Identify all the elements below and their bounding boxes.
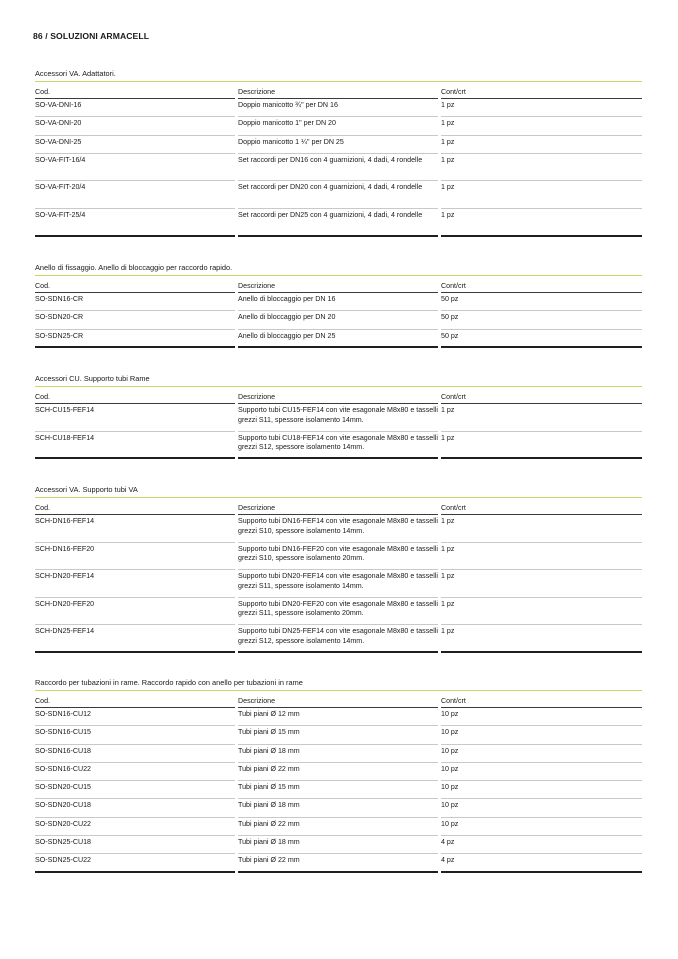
row-description: Set raccordi per DN25 con 4 guarnizioni, 4 dadi, 4 rondelle (238, 209, 438, 237)
row-code: SO-SDN16-CU15 (35, 726, 235, 744)
table-header (35, 502, 642, 515)
row-description: Tubi piani Ø 12 mm (238, 708, 438, 726)
row-quantity: 50 pz (441, 330, 642, 348)
section-divider (35, 497, 642, 498)
header-quantity: Cont/crt (441, 391, 642, 404)
header-quantity: Cont/crt (441, 280, 642, 293)
row-code: SCH-CU15-FEF14 (35, 404, 235, 432)
row-code: SO-SDN25-CU18 (35, 836, 235, 854)
row-quantity: 1 pz (441, 625, 642, 653)
row-code: SO-SDN16-CU12 (35, 708, 235, 726)
row-quantity: 1 pz (441, 515, 642, 543)
row-description: Tubi piani Ø 15 mm (238, 781, 438, 799)
row-quantity: 10 pz (441, 799, 642, 817)
row-code: SCH-DN25-FEF14 (35, 625, 235, 653)
table-row (35, 209, 642, 237)
table-row (35, 726, 642, 744)
row-code: SO-VA-DNI-25 (35, 136, 235, 154)
header-quantity: Cont/crt (441, 502, 642, 515)
row-description: Anello di bloccaggio per DN 25 (238, 330, 438, 348)
header-description: Descrizione (238, 280, 438, 293)
table-header (35, 391, 642, 404)
row-quantity: 1 pz (441, 209, 642, 237)
table-row (35, 432, 642, 460)
row-description: Supporto tubi DN16-FEF14 con vite esagonale M8x80 e tasselli grezzi S10, spessore isolamento 14mm. (238, 515, 438, 543)
table-row (35, 708, 642, 726)
row-description: Tubi piani Ø 18 mm (238, 836, 438, 854)
table-row (35, 570, 642, 598)
header-code: Cod. (35, 86, 235, 99)
row-quantity: 1 pz (441, 432, 642, 460)
row-quantity: 4 pz (441, 854, 642, 872)
row-code: SO-SDN20-CR (35, 311, 235, 329)
row-quantity: 10 pz (441, 763, 642, 781)
row-code: SCH-DN20-FEF20 (35, 598, 235, 626)
page-title: 86 / SOLUZIONI ARMACELL (33, 31, 150, 41)
section-raccordo-rame (35, 678, 642, 873)
table-row (35, 625, 642, 653)
row-code: SO-SDN20-CU15 (35, 781, 235, 799)
row-description: Tubi piani Ø 22 mm (238, 763, 438, 781)
row-code: SO-VA-FIT-16/4 (35, 154, 235, 182)
row-quantity: 1 pz (441, 543, 642, 571)
table-header (35, 280, 642, 293)
row-quantity: 1 pz (441, 404, 642, 432)
row-quantity: 10 pz (441, 726, 642, 744)
row-quantity: 50 pz (441, 311, 642, 329)
row-code: SO-SDN20-CU18 (35, 799, 235, 817)
row-code: SO-VA-FIT-25/4 (35, 209, 235, 237)
section-divider (35, 275, 642, 276)
table-row (35, 293, 642, 311)
table-row (35, 181, 642, 209)
section-divider (35, 81, 642, 82)
row-description: Supporto tubi DN16-FEF20 con vite esagonale M8x80 e tasselli grezzi S10, spessore isolamento 20mm. (238, 543, 438, 571)
row-code: SO-SDN16-CR (35, 293, 235, 311)
row-quantity: 10 pz (441, 708, 642, 726)
row-code: SO-SDN25-CR (35, 330, 235, 348)
table-row (35, 854, 642, 872)
row-description: Tubi piani Ø 18 mm (238, 745, 438, 763)
section-title: Raccordo per tubazioni in rame. Raccordo rapido con anello per tubazioni in rame (35, 678, 303, 687)
section-anello (35, 263, 642, 348)
table-row (35, 311, 642, 329)
header-description: Descrizione (238, 86, 438, 99)
row-description: Anello di bloccaggio per DN 16 (238, 293, 438, 311)
section-adattatori (35, 69, 642, 237)
section-title: Accessori CU. Supporto tubi Rame (35, 374, 150, 383)
row-code: SO-SDN16-CU22 (35, 763, 235, 781)
row-code: SCH-DN16-FEF20 (35, 543, 235, 571)
row-quantity: 1 pz (441, 117, 642, 135)
header-quantity: Cont/crt (441, 695, 642, 708)
table-row (35, 117, 642, 135)
row-code: SO-VA-DNI-20 (35, 117, 235, 135)
section-title: Anello di fissaggio. Anello di bloccaggio per raccordo rapido. (35, 263, 233, 272)
table-row (35, 745, 642, 763)
header-description: Descrizione (238, 502, 438, 515)
row-description: Supporto tubi DN20-FEF20 con vite esagonale M8x80 e tasselli grezzi S11, spessore isolamento 20mm. (238, 598, 438, 626)
row-description: Tubi piani Ø 22 mm (238, 854, 438, 872)
header-description: Descrizione (238, 695, 438, 708)
table-row (35, 136, 642, 154)
row-code: SCH-DN16-FEF14 (35, 515, 235, 543)
table-row (35, 330, 642, 348)
section-title: Accessori VA. Adattatori. (35, 69, 116, 78)
row-description: Supporto tubi DN25-FEF14 con vite esagonale M8x80 e tasselli grezzi S12, spessore isolamento 14mm. (238, 625, 438, 653)
header-code: Cod. (35, 695, 235, 708)
row-description: Anello di bloccaggio per DN 20 (238, 311, 438, 329)
row-description: Tubi piani Ø 22 mm (238, 818, 438, 836)
section-divider (35, 386, 642, 387)
row-quantity: 10 pz (441, 745, 642, 763)
header-quantity: Cont/crt (441, 86, 642, 99)
row-code: SO-VA-FIT-20/4 (35, 181, 235, 209)
row-quantity: 1 pz (441, 181, 642, 209)
table-row (35, 154, 642, 182)
header-description: Descrizione (238, 391, 438, 404)
table-row (35, 836, 642, 854)
header-code: Cod. (35, 502, 235, 515)
table-row (35, 781, 642, 799)
table-row (35, 598, 642, 626)
table-header (35, 86, 642, 99)
row-quantity: 1 pz (441, 154, 642, 182)
row-code: SO-VA-DNI-16 (35, 99, 235, 117)
row-quantity: 1 pz (441, 570, 642, 598)
row-description: Set raccordi per DN16 con 4 guarnizioni, 4 dadi, 4 rondelle (238, 154, 438, 182)
row-code: SO-SDN25-CU22 (35, 854, 235, 872)
row-quantity: 1 pz (441, 99, 642, 117)
row-quantity: 50 pz (441, 293, 642, 311)
row-description: Tubi piani Ø 18 mm (238, 799, 438, 817)
row-description: Doppio manicotto 1" per DN 20 (238, 117, 438, 135)
table-header (35, 695, 642, 708)
row-description: Supporto tubi CU15-FEF14 con vite esagonale M8x80 e tasselli grezzi S11, spessore isolamento 14mm. (238, 404, 438, 432)
row-description: Doppio manicotto 1 ¼" per DN 25 (238, 136, 438, 154)
section-divider (35, 690, 642, 691)
table-row (35, 818, 642, 836)
row-description: Tubi piani Ø 15 mm (238, 726, 438, 744)
row-quantity: 10 pz (441, 781, 642, 799)
header-code: Cod. (35, 391, 235, 404)
row-code: SCH-CU18-FEF14 (35, 432, 235, 460)
table-row (35, 763, 642, 781)
row-code: SCH-DN20-FEF14 (35, 570, 235, 598)
section-supporto-va (35, 485, 642, 653)
row-quantity: 1 pz (441, 136, 642, 154)
table-row (35, 515, 642, 543)
row-description: Supporto tubi DN20-FEF14 con vite esagonale M8x80 e tasselli grezzi S11, spessore isolamento 14mm. (238, 570, 438, 598)
table-row (35, 543, 642, 571)
section-supporto-rame (35, 374, 642, 459)
row-quantity: 1 pz (441, 598, 642, 626)
row-code: SO-SDN16-CU18 (35, 745, 235, 763)
table-row (35, 99, 642, 117)
row-description: Doppio manicotto ¾" per DN 16 (238, 99, 438, 117)
table-row (35, 404, 642, 432)
header-code: Cod. (35, 280, 235, 293)
row-code: SO-SDN20-CU22 (35, 818, 235, 836)
row-description: Supporto tubi CU18-FEF14 con vite esagonale M8x80 e tasselli grezzi S12, spessore isolamento 14mm. (238, 432, 438, 460)
section-title: Accessori VA. Supporto tubi VA (35, 485, 138, 494)
table-row (35, 799, 642, 817)
row-description: Set raccordi per DN20 con 4 guarnizioni, 4 dadi, 4 rondelle (238, 181, 438, 209)
row-quantity: 4 pz (441, 836, 642, 854)
row-quantity: 10 pz (441, 818, 642, 836)
